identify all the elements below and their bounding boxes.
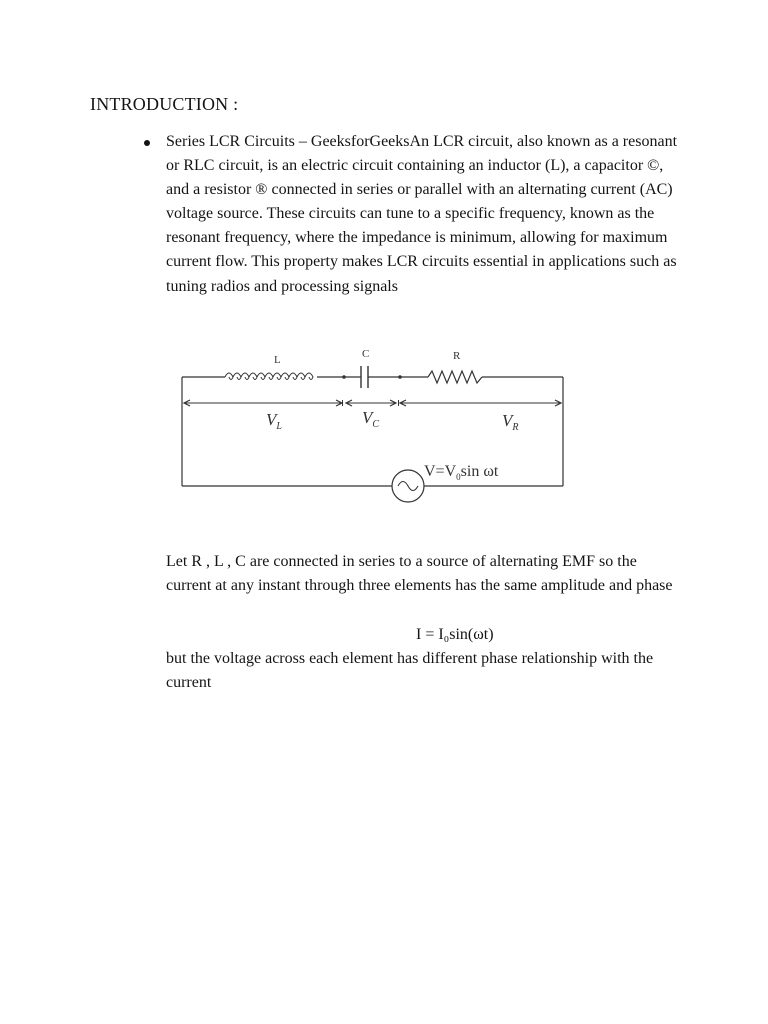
label-c: C	[362, 348, 370, 360]
ac-sine-icon	[398, 482, 418, 491]
current-equation: I = I₀sin(ωt)	[416, 626, 494, 643]
page-heading: INTRODUCTION :	[90, 94, 239, 114]
label-r: R	[453, 350, 461, 362]
vr-label: $V_R$	[502, 411, 519, 433]
resistor-zigzag	[428, 371, 482, 383]
list-item	[140, 130, 685, 299]
tick-mark	[342, 400, 343, 406]
tick-mark	[398, 400, 399, 406]
circuit-diagram	[170, 338, 580, 510]
paragraph-series-intro: Let R , L , C are connected in series to a source of alternating EMF so the current at any instant through three elements has the same amplitude and phase	[166, 553, 673, 595]
vc-label: $V_C$	[362, 408, 380, 430]
paragraph-voltage-phase: but the voltage across each element has different phase relationship with the current	[166, 650, 654, 692]
inductor-coil	[225, 373, 313, 380]
bullet-text: Series LCR Circuits – GeeksforGeeksAn LCR circuit, also known as a resonant or RLC circuit, is an electric circuit containing an inductor (L), a capacitor ©, and a resistor ® connected in series or parallel with an alternating current (AC) voltage source. These circuits can tune to a specific frequency, known as the resonant frequency, where the impedance is minimum, allowing for maximum current flow. This property makes LCR circuits essential in applications such as tuning radios and processing signals	[166, 133, 678, 295]
junction-dot	[398, 375, 402, 379]
source-label: $V=V_0\sin$ ωt	[424, 463, 499, 482]
bullet-icon	[144, 140, 150, 146]
vl-label: $V_L$	[266, 410, 282, 432]
bullet-list	[140, 130, 685, 299]
label-l: L	[274, 354, 281, 366]
junction-dot	[342, 375, 346, 379]
